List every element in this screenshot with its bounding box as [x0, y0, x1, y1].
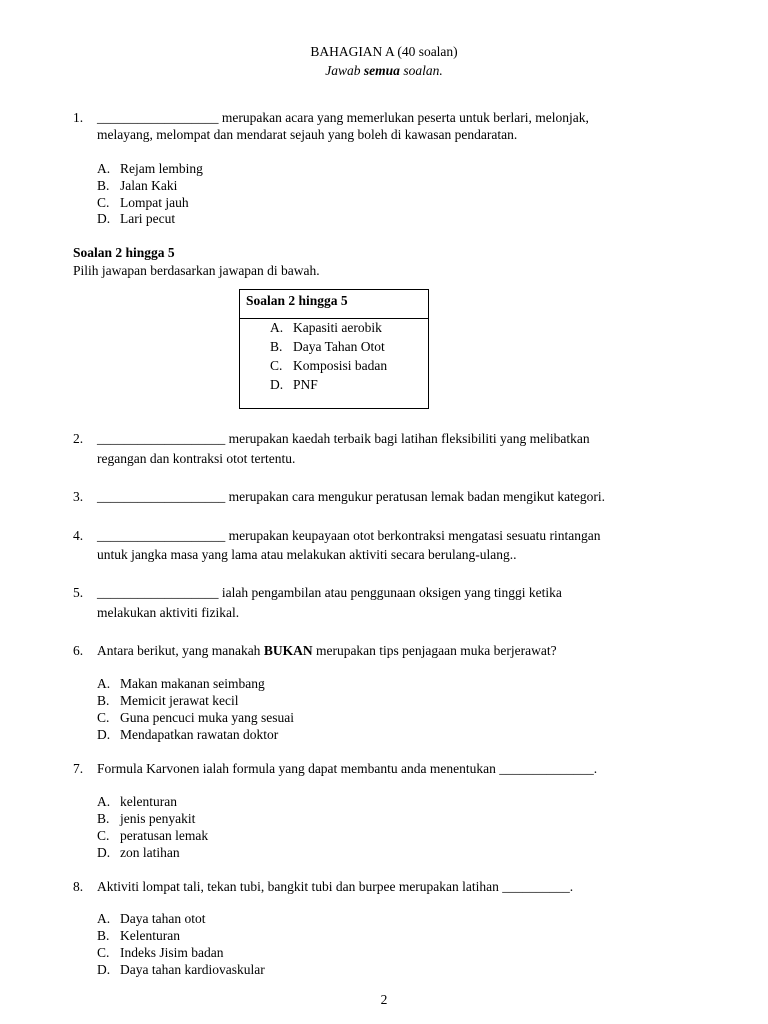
section-2-instruction: Pilih jawapan berdasarkan jawapan di bawah.: [73, 263, 320, 278]
question-8-option-c: C. Indeks Jisim badan: [97, 945, 224, 960]
question-6-text: Antara berikut, yang manakah BUKAN merupakan tips penjagaan muka berjerawat?: [97, 643, 557, 658]
page-number: 2: [380, 992, 388, 1007]
question-5-text-line-2: melakukan aktiviti fizikal.: [97, 605, 240, 620]
question-7-option-c: C. peratusan lemak: [97, 828, 209, 843]
question-8-option-a: A. Daya tahan otot: [97, 911, 206, 926]
question-3-text-line-1: ___________________ merupakan cara mengukur peratusan lemak badan mengikut kategori.: [97, 489, 605, 504]
answer-box-option-c: C. Komposisi badan: [270, 358, 388, 373]
answer-box-option-a: A. Kapasiti aerobik: [270, 320, 382, 335]
section-2-heading: Soalan 2 hingga 5: [73, 245, 175, 260]
question-2-text-line-1: ___________________ merupakan kaedah terbaik bagi latihan fleksibiliti yang melibatkan: [97, 431, 590, 446]
question-5-number: 5.: [73, 585, 84, 600]
section-instruction: Jawab semua soalan.: [325, 63, 443, 78]
question-7-option-a: A. kelenturan: [97, 794, 177, 809]
question-7-option-d: D. zon latihan: [97, 845, 180, 860]
question-8-option-d: D. Daya tahan kardiovaskular: [97, 962, 265, 977]
question-3-number: 3.: [73, 489, 84, 504]
question-6-option-c: C. Guna pencuci muka yang sesuai: [97, 710, 294, 725]
question-1-option-d: D. Lari pecut: [97, 211, 176, 226]
question-6-option-d: D. Mendapatkan rawatan doktor: [97, 727, 279, 742]
section-title: BAHAGIAN A (40 soalan): [310, 44, 458, 59]
question-1-option-c: C. Lompat jauh: [97, 195, 189, 210]
question-6-option-b: B. Memicit jerawat kecil: [97, 693, 239, 708]
question-4-text-line-1: ___________________ merupakan keupayaan otot berkontraksi mengatasi sesuatu rintangan: [97, 528, 601, 543]
question-8-number: 8.: [73, 879, 84, 894]
question-4-number: 4.: [73, 528, 84, 543]
question-8-option-b: B. Kelenturan: [97, 928, 180, 943]
question-1-text-line-2: melayang, melompat dan mendarat sejauh yang boleh di kawasan pendaratan.: [97, 127, 518, 142]
question-1-option-a: A. Rejam lembing: [97, 161, 203, 176]
question-1-number: 1.: [73, 110, 84, 125]
question-1-text-line-1: __________________ merupakan acara yang memerlukan peserta untuk berlari, melonjak,: [97, 110, 589, 125]
question-7-option-b: B. jenis penyakit: [97, 811, 196, 826]
question-7-text-line-1: Formula Karvonen ialah formula yang dapat membantu anda menentukan ______________.: [97, 761, 598, 776]
question-6-number: 6.: [73, 643, 84, 658]
question-1-option-b: B. Jalan Kaki: [97, 178, 178, 193]
answer-box-option-b: B. Daya Tahan Otot: [270, 339, 385, 354]
question-6-option-a: A. Makan makanan seimbang: [97, 676, 265, 691]
answer-options-box: [239, 289, 429, 409]
question-2-number: 2.: [73, 431, 84, 446]
question-8-text-line-1: Aktiviti lompat tali, tekan tubi, bangkit tubi dan burpee merupakan latihan __________.: [97, 879, 574, 894]
answer-box-heading: Soalan 2 hingga 5: [246, 293, 348, 308]
question-2-text-line-2: regangan dan kontraksi otot tertentu.: [97, 451, 296, 466]
question-4-text-line-2: untuk jangka masa yang lama atau melakukan aktiviti secara berulang-ulang..: [97, 547, 517, 562]
question-5-text-line-1: __________________ ialah pengambilan atau penggunaan oksigen yang tinggi ketika: [97, 585, 562, 600]
question-7-number: 7.: [73, 761, 84, 776]
answer-box-option-d: D. PNF: [270, 377, 318, 392]
